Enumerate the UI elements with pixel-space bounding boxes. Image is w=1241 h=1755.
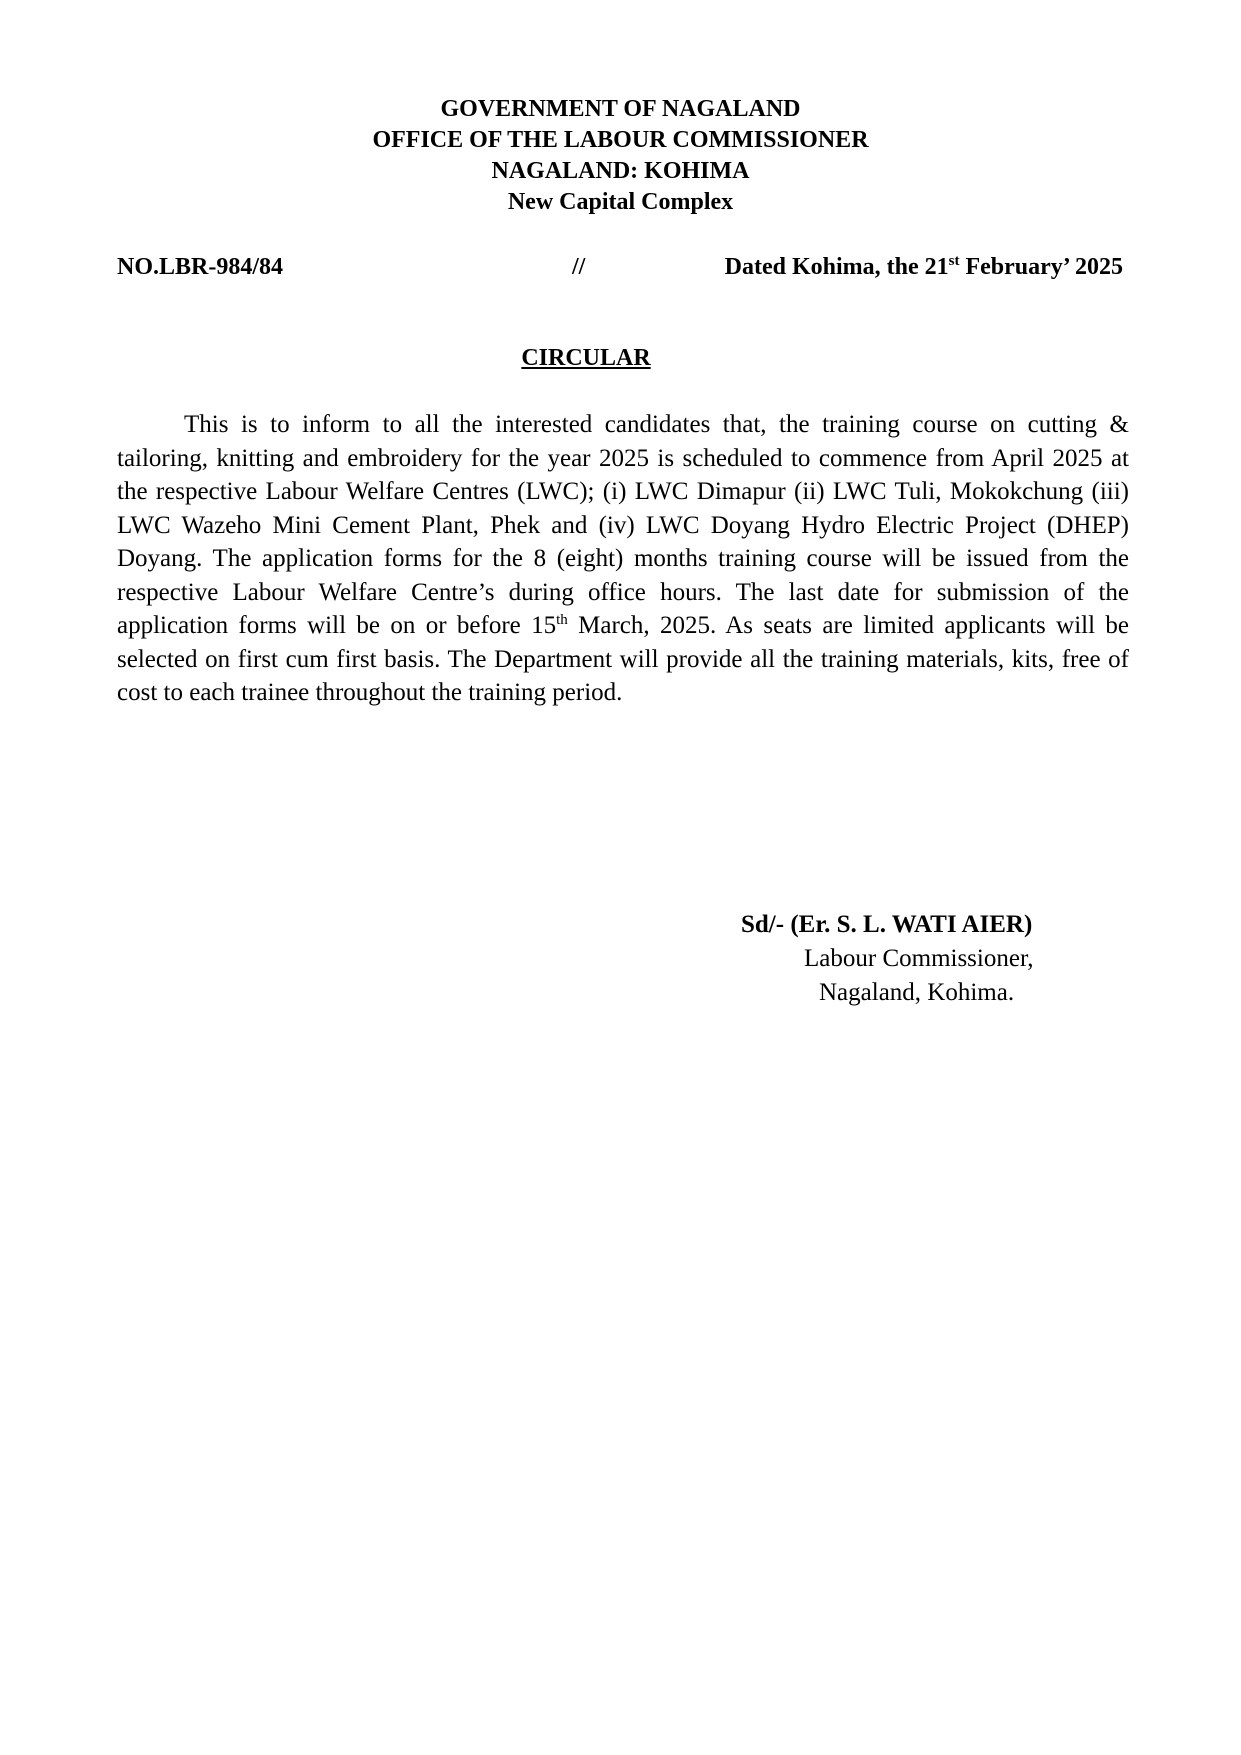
signatory-place: Nagaland, Kohima. (819, 979, 1015, 1006)
header-location: NAGALAND: KOHIMA (491, 158, 750, 184)
reference-line (117, 250, 1123, 284)
header-government: GOVERNMENT OF NAGALAND (440, 96, 801, 122)
body-part-2: March, 2025. As seats are limited applicants will be selected on first cum first basis. The Department will provide all the training materials, kits, free of cost to each trainee throughout the training period. (117, 612, 1129, 706)
reference-separator: // (572, 254, 586, 280)
date-prefix: Dated Kohima, the 21 (724, 254, 949, 280)
reference-number: NO.LBR-984/84 (117, 254, 284, 280)
signatory-designation: Labour Commissioner, (804, 945, 1034, 972)
body-ordinal-suffix: th (556, 612, 568, 628)
date-ordinal-suffix: st (948, 253, 960, 269)
signature-block (741, 908, 1161, 1010)
letterhead (0, 94, 1241, 218)
reference-date (725, 250, 1123, 284)
header-complex: New Capital Complex (507, 189, 734, 215)
signatory-name: Sd/- (Er. S. L. WATI AIER) (741, 911, 1033, 938)
body-part-1: This is to inform to all the interested candidates that, the training course on cutting & tailoring, knitting and embroidery for the year 2025 is scheduled to commence from April 2025 at the respective Labour Welfare Centres (LWC); (i) LWC Dimapur (ii) LWC Tuli, Mokokchung (iii) LWC Wazeho Mini Cement Plant, Phek and (iv) LWC Doyang Hydro Electric Project (DHEP) Doyang. The application forms for the 8 (eight) months training course will be issued from the respective Labour Welfare Centre’s during office hours. The last date for submission of the application forms will be on or before 15 (117, 411, 1129, 639)
circular-body (117, 408, 1129, 710)
date-rest: February’ 2025 (959, 254, 1123, 280)
header-office: OFFICE OF THE LABOUR COMMISSIONER (372, 127, 869, 153)
document-title: CIRCULAR (521, 345, 651, 371)
